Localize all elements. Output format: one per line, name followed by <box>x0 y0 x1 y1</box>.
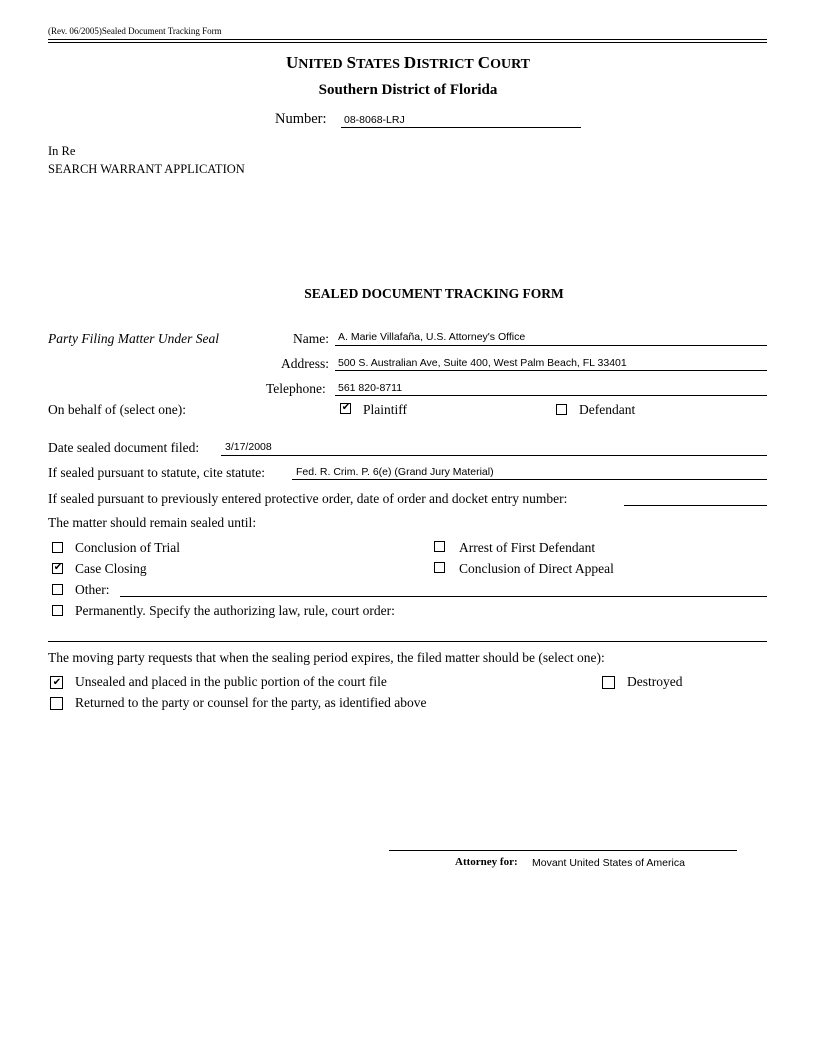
case-number-field[interactable]: 08-8068-LRJ <box>344 114 405 126</box>
unsealed-checkbox[interactable] <box>50 676 63 689</box>
court-title-word-1: UNITED <box>285 53 343 72</box>
conclusion-of-trial-checkbox[interactable] <box>52 542 63 553</box>
arrest-of-first-defendant-label: Arrest of First Defendant <box>459 540 596 555</box>
date-filed-field[interactable]: 3/17/2008 <box>225 441 272 453</box>
matter-caption: SEARCH WARRANT APPLICATION <box>48 162 245 176</box>
court-title-word-3: DISTRICT <box>403 53 474 72</box>
arrest-of-first-defendant-checkbox[interactable] <box>434 541 445 552</box>
check-mark-icon: ✔ <box>341 402 351 413</box>
revision-note: (Rev. 06/2005)Sealed Document Tracking Form <box>48 26 222 36</box>
plaintiff-label: Plaintiff <box>363 402 408 417</box>
on-behalf-label: On behalf of (select one): <box>48 402 186 417</box>
other-underline <box>120 596 767 597</box>
statute-underline <box>292 479 767 480</box>
name-field[interactable]: A. Marie Villafaña, U.S. Attorney's Office <box>338 331 526 343</box>
telephone-underline <box>335 395 767 396</box>
case-number-underline <box>341 127 581 128</box>
attorney-for-field[interactable]: Movant United States of America <box>532 857 685 869</box>
returned-label: Returned to the party or counsel for the party, as identified above <box>75 695 427 710</box>
party-section-label: Party Filing Matter Under Seal <box>48 331 219 346</box>
returned-checkbox[interactable] <box>50 697 63 710</box>
plaintiff-checkbox[interactable] <box>340 403 351 414</box>
destroyed-checkbox[interactable] <box>602 676 615 689</box>
statute-label: If sealed pursuant to statute, cite statute: <box>48 465 266 480</box>
telephone-field[interactable]: 561 820-8711 <box>338 382 403 394</box>
date-filed-label: Date sealed document filed: <box>48 440 200 455</box>
name-underline <box>335 345 767 346</box>
address-label: Address: <box>281 356 329 371</box>
conclusion-of-trial-label: Conclusion of Trial <box>75 540 181 555</box>
permanently-underline <box>48 641 767 642</box>
number-label: Number: <box>275 111 327 127</box>
sealed-until-label: The matter should remain sealed until: <box>48 515 257 530</box>
date-filed-underline <box>221 455 767 456</box>
address-field[interactable]: 500 S. Australian Ave, Suite 400, West Palm Beach, FL 33401 <box>338 357 627 369</box>
attorney-for-label: Attorney for: <box>455 856 518 868</box>
permanently-checkbox[interactable] <box>52 605 63 616</box>
check-mark-icon: ✔ <box>53 562 63 573</box>
case-closing-checkbox[interactable] <box>52 563 63 574</box>
court-title-word-4: COURT <box>477 53 531 72</box>
check-mark-icon: ✔ <box>52 677 62 688</box>
telephone-label: Telephone: <box>266 381 326 396</box>
unsealed-label: Unsealed and placed in the public portion of the court file <box>75 674 387 689</box>
defendant-label: Defendant <box>579 402 636 417</box>
court-title-word-2: STATES <box>346 53 400 72</box>
protective-order-underline <box>624 505 767 506</box>
conclusion-of-direct-appeal-checkbox[interactable] <box>434 562 445 573</box>
form-title: SEALED DOCUMENT TRACKING FORM <box>304 286 564 301</box>
district-name: Southern District of Florida <box>318 82 498 98</box>
permanently-label: Permanently. Specify the authorizing law, rule, court order: <box>75 603 395 618</box>
address-underline <box>335 370 767 371</box>
case-closing-label: Case Closing <box>75 561 147 576</box>
defendant-checkbox[interactable] <box>556 404 567 415</box>
expiry-label: The moving party requests that when the sealing period expires, the filed matter should be (select one): <box>48 650 605 665</box>
other-label: Other: <box>75 582 110 597</box>
statute-field[interactable]: Fed. R. Crim. P. 6(e) (Grand Jury Material) <box>296 466 494 478</box>
header-rule-top <box>48 39 767 40</box>
conclusion-of-direct-appeal-label: Conclusion of Direct Appeal <box>459 561 614 576</box>
signature-line <box>389 850 737 851</box>
court-title <box>0 53 816 73</box>
other-checkbox[interactable] <box>52 584 63 595</box>
header-rule-bottom <box>48 42 767 43</box>
destroyed-label: Destroyed <box>627 674 683 689</box>
name-label: Name: <box>293 331 329 346</box>
protective-order-label: If sealed pursuant to previously entered protective order, date of order and docket entry number: <box>48 491 568 506</box>
in-re-label: In Re <box>48 144 76 158</box>
